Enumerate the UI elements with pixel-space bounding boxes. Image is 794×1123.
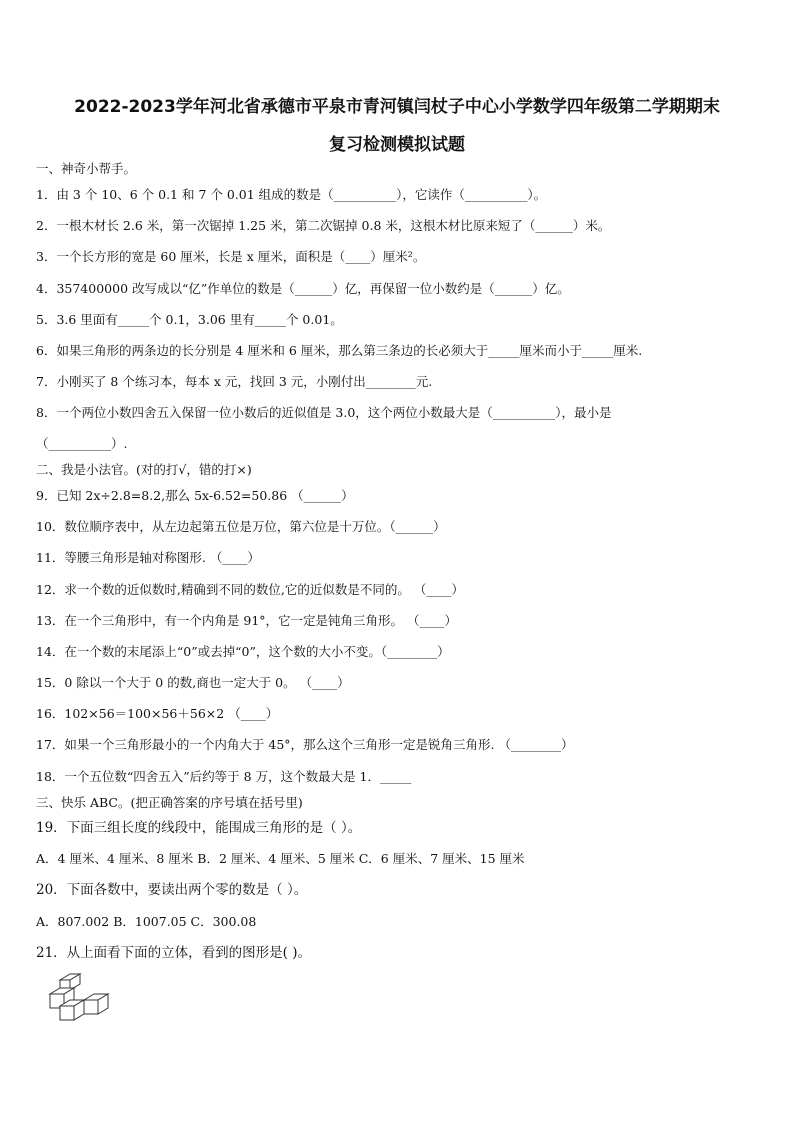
question-2: 2．一根木材长 2.6 米，第一次锯掉 1.25 米，第二次锯掉 0.8 米，这根木材比原来短了（______）米。 [36,218,611,233]
title-line-2: 复习检测模拟试题 [329,135,465,155]
question-3: 3．一个长方形的宽是 60 厘米，长是 x 厘米，面积是（____）厘米²。 [36,249,426,264]
question-20: 20．下面各数中，要读出两个零的数是（ ）。 [36,882,308,898]
question-7: 7．小刚买了 8 个练习本，每本 x 元，找回 3 元，小刚付出________元. [36,374,433,389]
cube-stack-figure [46,972,116,1028]
question-10: 10．数位顺序表中，从左边起第五位是万位，第六位是十万位。（______） [36,519,446,534]
question-17: 17．如果一个三角形最小的一个内角大于 45°，那么这个三角形一定是锐角三角形. （________） [36,737,574,752]
question-20-options: A．807.002 B．1007.05 C．300.08 [36,914,257,929]
section-2-heading: 二、我是小法官。(对的打√，错的打×) [36,462,252,477]
question-18: 18．一个五位数“四舍五入”后约等于 8 万，这个数最大是 1．_____ [36,769,412,784]
question-5: 5．3.6 里面有_____个 0.1，3.06 里有_____个 0.01。 [36,312,343,327]
question-12: 12．求一个数的近似数时,精确到不同的数位,它的近似数是不同的。 （____） [36,582,464,597]
question-6: 6．如果三角形的两条边的长分别是 4 厘米和 6 厘米，那么第三条边的长必须大于_____厘米而小于_____厘米. [36,343,643,358]
question-1: 1．由 3 个 10、6 个 0.1 和 7 个 0.01 组成的数是（__________），它读作（__________）。 [36,187,547,202]
question-19-options: A．4 厘米、4 厘米、8 厘米 B．2 厘米、4 厘米、5 厘米 C．6 厘米、7 厘米、15 厘米 [36,851,525,866]
question-4: 4．357400000 改写成以“亿”作单位的数是（______）亿，再保留一位小数约是（______）亿。 [36,281,570,296]
question-11: 11．等腰三角形是轴对称图形. （____） [36,550,260,565]
title-line-1: 2022-2023学年河北省承德市平泉市青河镇闫杖子中心小学数学四年级第二学期期末 [74,97,720,117]
question-8-line-2: （__________）. [36,436,128,451]
section-3-heading: 三、快乐 ABC。(把正确答案的序号填在括号里) [36,795,303,810]
question-15: 15．0 除以一个大于 0 的数,商也一定大于 0。 （____） [36,675,350,690]
section-1-heading: 一、神奇小帮手。 [36,161,137,176]
question-9: 9．已知 2x÷2.8=8.2,那么 5x-6.52=50.86 （______） [36,488,354,503]
question-21: 21．从上面看下面的立体，看到的图形是( )。 [36,945,312,961]
question-8-line-1: 8．一个两位小数四舍五入保留一位小数后的近似值是 3.0，这个两位小数最大是（__________），最小是 [36,405,612,420]
question-19: 19．下面三组长度的线段中，能围成三角形的是（ ）。 [36,820,362,836]
question-16: 16．102×56＝100×56＋56×2 （____） [36,706,279,721]
question-14: 14．在一个数的末尾添上“0”或去掉“0”，这个数的大小不变。（________） [36,644,450,659]
question-13: 13．在一个三角形中，有一个内角是 91°，它一定是钝角三角形。 （____） [36,613,458,628]
